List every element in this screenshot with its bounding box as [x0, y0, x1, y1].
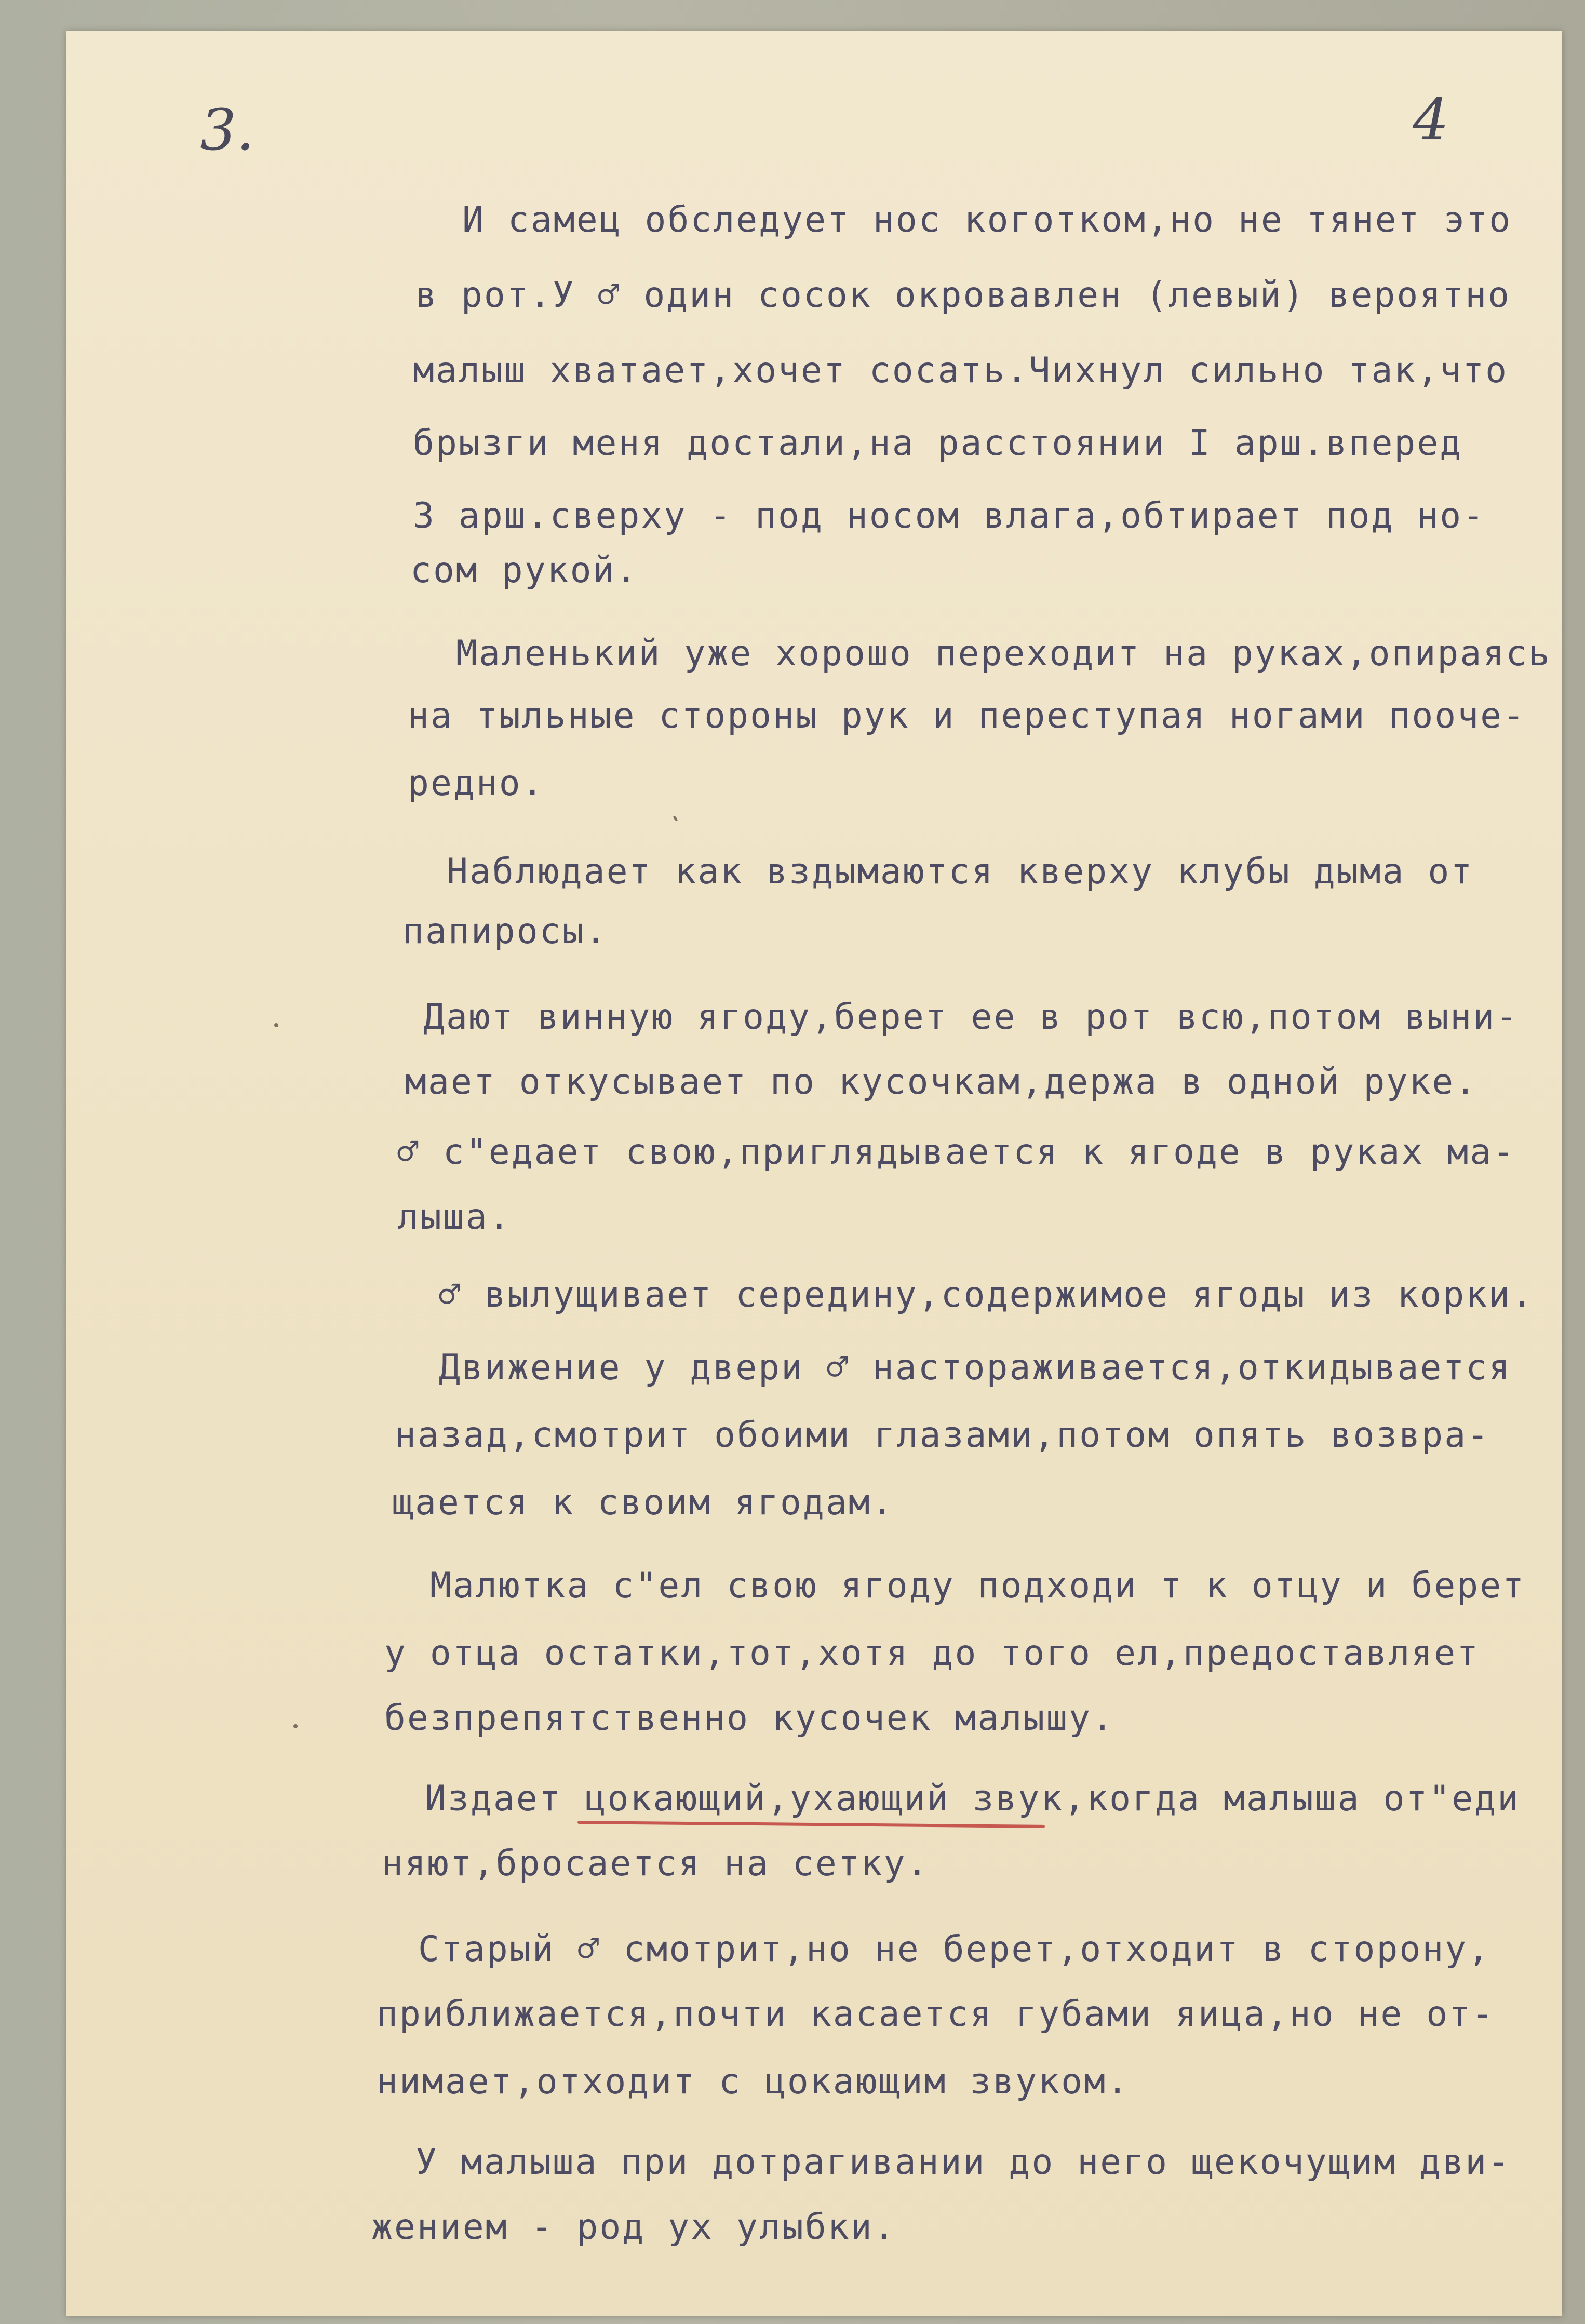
text-line: нимает,отходит с цокающим звуком. — [377, 2061, 1130, 2102]
text-line: в рот.У ♂ один сосок окровавлен (левый) вероятно — [415, 275, 1511, 316]
text-line: И самец обследует нос коготком,но не тянет это — [462, 199, 1512, 240]
text-line: брызги меня достали,на расстоянии I арш.вперед — [413, 423, 1463, 464]
text-line: Малютка с"ел свою ягоду подходи т к отцу и берет — [430, 1565, 1526, 1606]
text-line: 3 арш.сверху - под носом влага,обтирает под но- — [413, 495, 1486, 536]
text-line: Движение у двери ♂ настораживается,откидывается — [439, 1347, 1512, 1388]
text-line: назад,смотрит обоими глазами,потом опять возвра- — [395, 1415, 1490, 1456]
text-line: на тыльные стороны рук и переступая ногами поoче- — [408, 695, 1526, 736]
paper-speck — [274, 1023, 278, 1027]
text-line: ♂ с"едает свою,приглядывается к ягоде в руках ма- — [397, 1132, 1516, 1173]
text-line: мает откусывает по кусочкам,держа в одной руке. — [405, 1062, 1478, 1103]
page-number-left: 3. — [200, 97, 254, 163]
text-line: приближается,почти касается губами яица,но не от- — [377, 1994, 1495, 2035]
text-line: жением - род ух улыбки. — [371, 2207, 896, 2248]
text-line: редно. — [408, 763, 545, 804]
page-number-right: 4 — [1413, 86, 1449, 153]
text-line: Наблюдает как вздымаются кверху клубы дыма от — [447, 851, 1474, 892]
text-line: Старый ♂ смотрит,но не берет,отходит в сторону, — [418, 1929, 1491, 1970]
text-line: Издает цокающий,ухающий звук,когда малыша от"еди — [425, 1778, 1521, 1819]
text-line: няют,бросается на сетку. — [382, 1843, 930, 1884]
text-line: щается к своим ягодам. — [392, 1482, 894, 1523]
text-line: малыш хватает,хочет сосать.Чихнул сильно так,что — [413, 350, 1509, 391]
text-line: безпрепятственно кусочек малышу. — [384, 1698, 1115, 1739]
text-line: лыша. — [397, 1197, 512, 1238]
text-line: ♂ вылущивает середину,содержимое ягоды из корки. — [439, 1274, 1535, 1315]
text-line: Дают винную ягоду,берет ее в рот всю,потом выни- — [423, 997, 1519, 1038]
text-line: Маленький уже хорошо переходит на руках,опираясь — [456, 633, 1552, 674]
text-line: сом рукой. — [410, 550, 639, 591]
paper-speck — [293, 1724, 298, 1728]
text-line: У малыша при дотрагивании до него щекочущим дви- — [415, 2142, 1511, 2183]
text-line: папиросы. — [402, 911, 608, 952]
text-line: у отца остатки,тот,хотя до того ел,предоставляет — [384, 1633, 1480, 1674]
